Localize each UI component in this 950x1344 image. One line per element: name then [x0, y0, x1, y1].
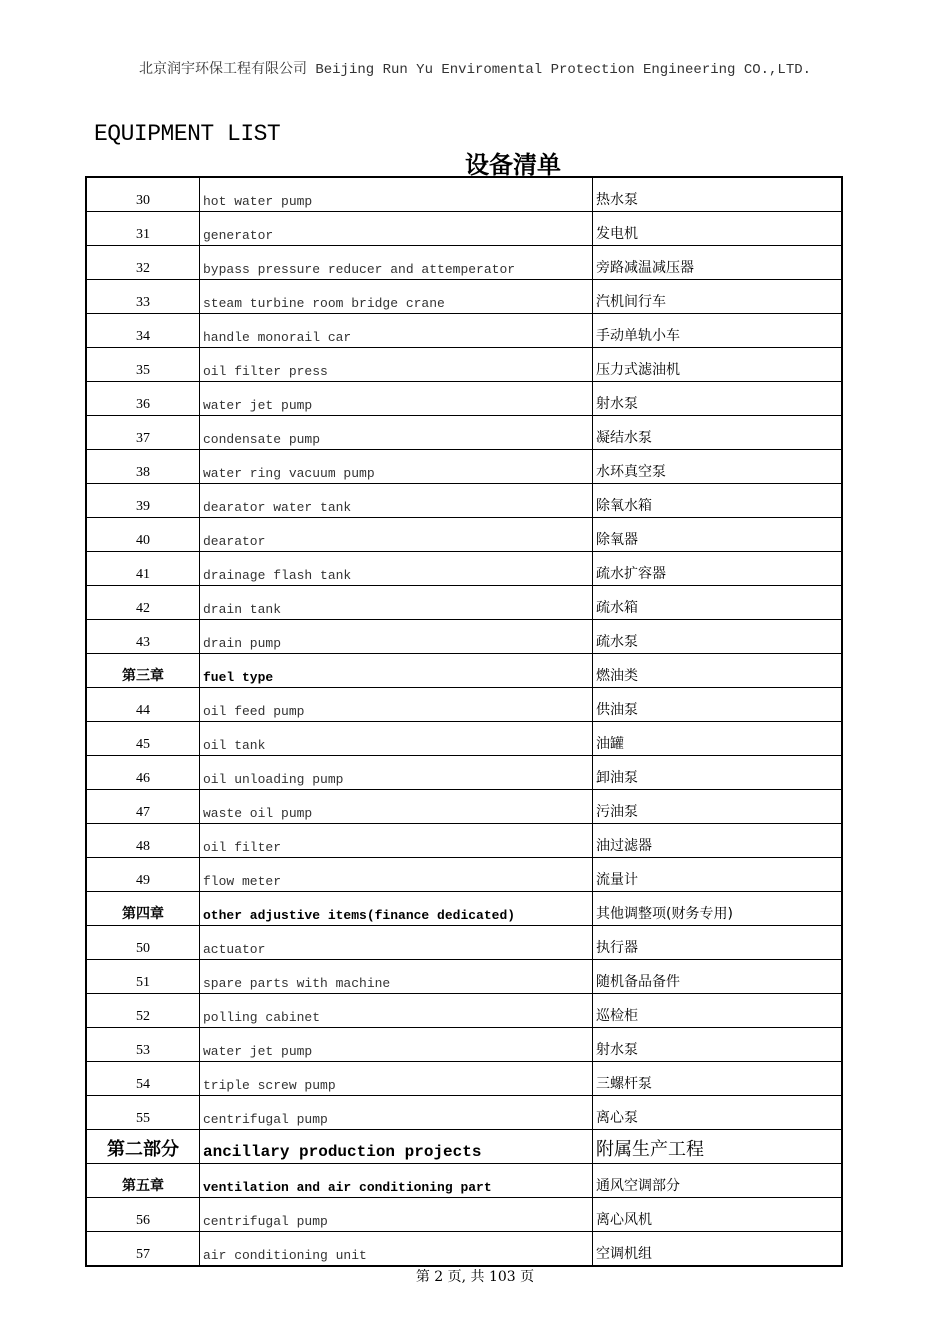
row-name-cn: 三螺杆泵 — [593, 1062, 843, 1096]
row-name-cn: 射水泵 — [593, 1028, 843, 1062]
row-name-cn: 随机备品备件 — [593, 960, 843, 994]
row-number: 35 — [86, 348, 200, 382]
row-name-en: oil filter press — [200, 348, 593, 382]
row-name-en: dearator water tank — [200, 484, 593, 518]
row-number: 46 — [86, 756, 200, 790]
row-name-en: fuel type — [200, 654, 593, 688]
table-row — [86, 1232, 842, 1267]
row-number: 57 — [86, 1232, 200, 1267]
row-name-en: other adjustive items(finance dedicated) — [200, 892, 593, 926]
table-row — [86, 926, 842, 960]
company-header: 北京润宇环保工程有限公司 Beijing Run Yu Enviromental Protection Engineering CO.,LTD. — [138, 62, 812, 78]
row-name-en: flow meter — [200, 858, 593, 892]
row-name-en: handle monorail car — [200, 314, 593, 348]
row-name-en: drainage flash tank — [200, 552, 593, 586]
row-name-cn: 附属生产工程 — [593, 1130, 843, 1164]
row-name-en: water ring vacuum pump — [200, 450, 593, 484]
table-row — [86, 212, 842, 246]
part-row — [86, 1130, 842, 1164]
row-name-cn: 通风空调部分 — [593, 1164, 843, 1198]
row-name-cn: 凝结水泵 — [593, 416, 843, 450]
table-row — [86, 858, 842, 892]
row-name-en: triple screw pump — [200, 1062, 593, 1096]
row-name-cn: 压力式滤油机 — [593, 348, 843, 382]
row-number: 36 — [86, 382, 200, 416]
row-number: 34 — [86, 314, 200, 348]
row-name-cn: 热水泵 — [593, 177, 843, 212]
row-name-en: oil unloading pump — [200, 756, 593, 790]
row-number: 45 — [86, 722, 200, 756]
row-name-cn: 燃油类 — [593, 654, 843, 688]
row-number: 42 — [86, 586, 200, 620]
row-name-cn: 离心风机 — [593, 1198, 843, 1232]
row-name-cn: 油罐 — [593, 722, 843, 756]
row-name-cn: 污油泵 — [593, 790, 843, 824]
row-name-cn: 水环真空泵 — [593, 450, 843, 484]
row-name-cn: 射水泵 — [593, 382, 843, 416]
row-name-cn: 流量计 — [593, 858, 843, 892]
row-name-en: bypass pressure reducer and attemperator — [200, 246, 593, 280]
row-name-cn: 供油泵 — [593, 688, 843, 722]
row-name-en: ventilation and air conditioning part — [200, 1164, 593, 1198]
page-title-cn: 设备清单 — [465, 151, 561, 179]
row-number: 41 — [86, 552, 200, 586]
row-number: 第三章 — [86, 654, 200, 688]
row-name-en: drain pump — [200, 620, 593, 654]
row-number: 37 — [86, 416, 200, 450]
row-name-en: actuator — [200, 926, 593, 960]
row-number: 54 — [86, 1062, 200, 1096]
row-name-cn: 空调机组 — [593, 1232, 843, 1267]
table-row — [86, 960, 842, 994]
row-name-cn: 除氧器 — [593, 518, 843, 552]
row-name-cn: 发电机 — [593, 212, 843, 246]
row-number: 31 — [86, 212, 200, 246]
row-name-cn: 疏水扩容器 — [593, 552, 843, 586]
row-name-cn: 卸油泵 — [593, 756, 843, 790]
row-number: 33 — [86, 280, 200, 314]
table-row — [86, 416, 842, 450]
table-row — [86, 280, 842, 314]
row-name-en: water jet pump — [200, 1028, 593, 1062]
row-name-en: centrifugal pump — [200, 1198, 593, 1232]
row-name-cn: 除氧水箱 — [593, 484, 843, 518]
row-name-en: waste oil pump — [200, 790, 593, 824]
row-name-en: dearator — [200, 518, 593, 552]
row-name-cn: 疏水泵 — [593, 620, 843, 654]
table-row — [86, 586, 842, 620]
table-row — [86, 688, 842, 722]
row-number: 30 — [86, 177, 200, 212]
row-name-en: air conditioning unit — [200, 1232, 593, 1267]
page-title-en: EQUIPMENT LIST — [94, 121, 281, 147]
table-row — [86, 382, 842, 416]
table-row — [86, 348, 842, 382]
table-row — [86, 177, 842, 212]
row-number: 47 — [86, 790, 200, 824]
row-name-en: hot water pump — [200, 177, 593, 212]
row-number: 49 — [86, 858, 200, 892]
row-number: 44 — [86, 688, 200, 722]
table-row — [86, 1062, 842, 1096]
row-number: 第四章 — [86, 892, 200, 926]
row-name-cn: 执行器 — [593, 926, 843, 960]
row-name-cn: 汽机间行车 — [593, 280, 843, 314]
row-number: 43 — [86, 620, 200, 654]
row-name-en: centrifugal pump — [200, 1096, 593, 1130]
row-name-en: spare parts with machine — [200, 960, 593, 994]
equipment-table — [85, 176, 843, 1267]
row-name-en: ancillary production projects — [200, 1130, 593, 1164]
row-name-en: condensate pump — [200, 416, 593, 450]
row-number: 39 — [86, 484, 200, 518]
table-row — [86, 518, 842, 552]
row-name-en: oil tank — [200, 722, 593, 756]
table-row — [86, 722, 842, 756]
chapter-row — [86, 654, 842, 688]
row-number: 第二部分 — [86, 1130, 200, 1164]
table-row — [86, 314, 842, 348]
table-row — [86, 790, 842, 824]
row-number: 40 — [86, 518, 200, 552]
row-number: 38 — [86, 450, 200, 484]
table-row — [86, 824, 842, 858]
row-name-en: steam turbine room bridge crane — [200, 280, 593, 314]
page-footer: 第 2 页, 共 103 页 — [415, 1269, 535, 1285]
table-row — [86, 756, 842, 790]
row-name-cn: 油过滤器 — [593, 824, 843, 858]
row-number: 53 — [86, 1028, 200, 1062]
row-name-en: polling cabinet — [200, 994, 593, 1028]
row-name-cn: 离心泵 — [593, 1096, 843, 1130]
row-number: 32 — [86, 246, 200, 280]
row-number: 48 — [86, 824, 200, 858]
row-name-cn: 手动单轨小车 — [593, 314, 843, 348]
table-row — [86, 994, 842, 1028]
row-number: 第五章 — [86, 1164, 200, 1198]
row-number: 52 — [86, 994, 200, 1028]
row-name-cn: 其他调整项(财务专用) — [593, 892, 843, 926]
row-name-en: water jet pump — [200, 382, 593, 416]
table-row — [86, 246, 842, 280]
row-number: 55 — [86, 1096, 200, 1130]
row-name-cn: 疏水箱 — [593, 586, 843, 620]
table-row — [86, 620, 842, 654]
chapter-row — [86, 892, 842, 926]
row-name-en: drain tank — [200, 586, 593, 620]
row-name-en: oil filter — [200, 824, 593, 858]
table-row — [86, 450, 842, 484]
table-row — [86, 1198, 842, 1232]
row-name-cn: 旁路减温减压器 — [593, 246, 843, 280]
table-row — [86, 1096, 842, 1130]
row-name-en: generator — [200, 212, 593, 246]
row-number: 50 — [86, 926, 200, 960]
row-name-en: oil feed pump — [200, 688, 593, 722]
chapter-row — [86, 1164, 842, 1198]
table-row — [86, 484, 842, 518]
row-name-cn: 巡检柜 — [593, 994, 843, 1028]
row-number: 56 — [86, 1198, 200, 1232]
table-row — [86, 552, 842, 586]
row-number: 51 — [86, 960, 200, 994]
table-row — [86, 1028, 842, 1062]
